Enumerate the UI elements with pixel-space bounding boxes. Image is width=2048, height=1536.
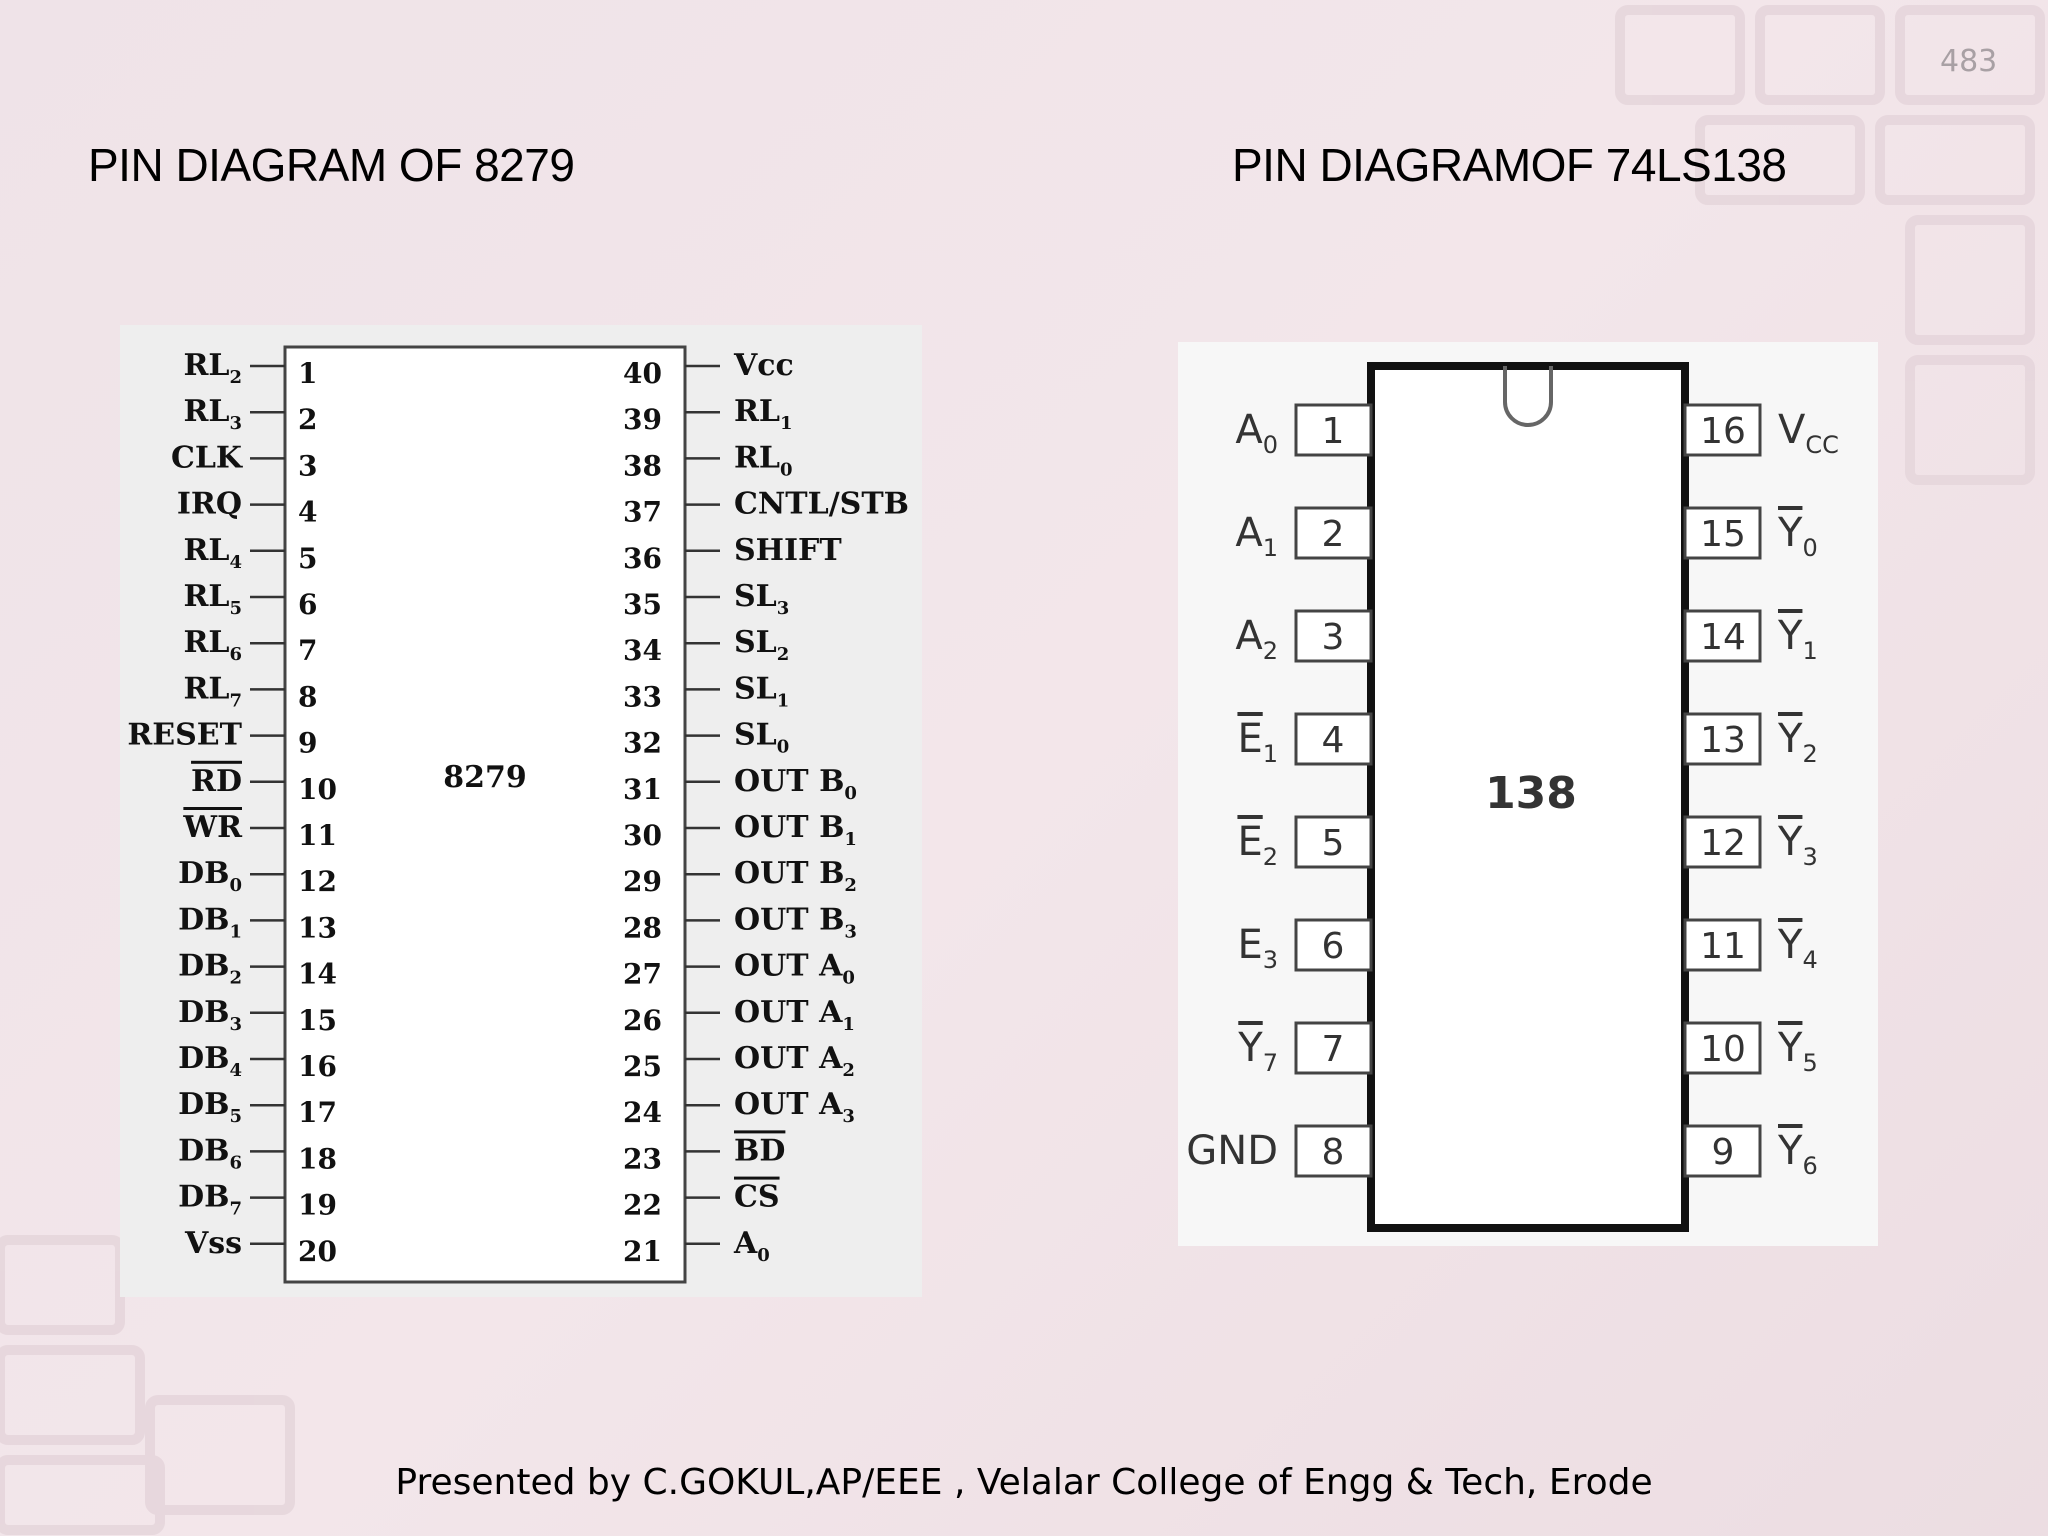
pin-name-label bbox=[734, 533, 842, 568]
pin-subscript: 3 bbox=[229, 413, 242, 435]
pin-number: 12 bbox=[298, 865, 337, 899]
pin-subscript: 2 bbox=[1262, 843, 1278, 871]
pin-subscript: 3 bbox=[1802, 843, 1818, 871]
pin-138-1 bbox=[1235, 405, 1371, 459]
pin-number: 11 bbox=[298, 819, 337, 852]
pin-name: DB bbox=[178, 994, 230, 1030]
pin-subscript: 2 bbox=[229, 367, 242, 388]
title-74ls138: PIN DIAGRAMOF 74LS138 bbox=[1232, 139, 1787, 191]
pin-name-label bbox=[191, 764, 242, 799]
pin-name-label bbox=[178, 1180, 242, 1220]
pin-subscript: 0 bbox=[776, 736, 790, 758]
pin-subscript: 7 bbox=[229, 1198, 242, 1220]
pin-name-label bbox=[1777, 922, 1818, 974]
pin-name: A bbox=[1235, 407, 1263, 453]
pin-name-label bbox=[1237, 922, 1278, 974]
pin-name-label bbox=[1777, 716, 1818, 768]
pin-number: 10 bbox=[298, 772, 337, 806]
pin-name-label bbox=[1777, 819, 1818, 871]
pin-number: 29 bbox=[623, 865, 662, 899]
pin-name-label bbox=[734, 902, 857, 942]
pin-138-10 bbox=[1685, 1023, 1818, 1077]
pin-name-label bbox=[178, 902, 242, 942]
pin-name: V bbox=[1778, 407, 1806, 453]
pin-number: 14 bbox=[298, 957, 337, 991]
pin-subscript: 6 bbox=[1802, 1152, 1818, 1180]
pin-number: 5 bbox=[298, 541, 318, 575]
pin-name-label bbox=[733, 348, 794, 383]
pin-name: A bbox=[1235, 613, 1263, 659]
pin-number: 35 bbox=[623, 588, 662, 621]
pin-subscript: 2 bbox=[844, 875, 857, 897]
pin-name-label bbox=[734, 579, 789, 619]
pin-name-label bbox=[178, 1041, 242, 1081]
pin-name: RL bbox=[183, 625, 230, 661]
pin-number: 6 bbox=[1321, 926, 1345, 967]
pin-subscript: 0 bbox=[842, 967, 855, 989]
pin-name: SL bbox=[734, 717, 777, 753]
pin-number: 2 bbox=[1321, 514, 1345, 555]
pin-name-label bbox=[171, 440, 243, 475]
pin-subscript: 2 bbox=[229, 967, 242, 989]
pin-name: DB bbox=[178, 1041, 230, 1076]
pin-name: RESET bbox=[127, 717, 242, 753]
pin-name: OUT B bbox=[734, 856, 845, 892]
pin-name: Y bbox=[1778, 819, 1803, 865]
pin-name: RL bbox=[183, 579, 230, 614]
pin-subscript: 0 bbox=[1802, 534, 1818, 562]
pin-name-label bbox=[182, 810, 243, 845]
pin-diagram-74ls138 bbox=[1178, 342, 1878, 1246]
pin-name: Y bbox=[1778, 510, 1803, 556]
pin-name: SL bbox=[734, 671, 777, 707]
pin-name-label bbox=[183, 625, 242, 665]
pin-subscript: 1 bbox=[776, 690, 790, 712]
pin-number: 32 bbox=[623, 726, 662, 760]
pin-number: 23 bbox=[623, 1142, 662, 1176]
pin-name: OUT A bbox=[734, 1041, 843, 1076]
pin-number: 4 bbox=[1321, 720, 1345, 761]
pin-subscript: 1 bbox=[1262, 740, 1278, 768]
pin-name-label bbox=[734, 440, 793, 480]
pin-number: 4 bbox=[298, 495, 318, 529]
pin-name: RL bbox=[734, 440, 781, 476]
pin-name-label bbox=[734, 394, 793, 434]
pin-name-label bbox=[178, 1087, 242, 1127]
pin-name-label bbox=[733, 1226, 770, 1266]
pin-name: RL bbox=[183, 532, 230, 568]
pin-subscript: 5 bbox=[229, 598, 242, 619]
pin-name: Y bbox=[1238, 1025, 1263, 1071]
pin-number: 36 bbox=[623, 541, 662, 575]
pin-name-label bbox=[734, 1133, 785, 1168]
pin-number: 16 bbox=[298, 1050, 337, 1083]
pin-number: 20 bbox=[298, 1234, 337, 1268]
pin-number: 30 bbox=[623, 819, 662, 852]
pin-number: 5 bbox=[1321, 823, 1345, 864]
slide-number: 483 bbox=[1940, 44, 1998, 79]
pin-name: OUT B bbox=[734, 810, 845, 845]
pin-number: 7 bbox=[298, 634, 318, 668]
pin-name-label bbox=[178, 995, 242, 1035]
pin-number: 25 bbox=[623, 1050, 662, 1083]
pin-number: 37 bbox=[623, 495, 662, 529]
pin-name-label bbox=[1237, 819, 1278, 871]
pin-subscript: 2 bbox=[842, 1060, 855, 1081]
pin-name-label bbox=[1237, 1025, 1278, 1077]
pin-138-2 bbox=[1235, 508, 1371, 562]
pin-138-14 bbox=[1685, 611, 1818, 665]
pin-subscript: 3 bbox=[776, 598, 790, 619]
pin-name-label bbox=[183, 394, 242, 434]
pin-name: BD bbox=[734, 1133, 786, 1169]
pin-138-11 bbox=[1685, 920, 1818, 974]
pin-138-6 bbox=[1237, 920, 1371, 974]
pin-name-label bbox=[734, 1180, 780, 1215]
pin-name-label bbox=[183, 671, 242, 711]
pin-138-4 bbox=[1237, 714, 1371, 768]
pin-name: Y bbox=[1778, 922, 1803, 968]
pin-number: 21 bbox=[623, 1234, 662, 1268]
pin-name: OUT B bbox=[734, 763, 845, 799]
pin-name: RL bbox=[734, 394, 781, 430]
pin-name-label bbox=[734, 487, 909, 522]
pin-number: 14 bbox=[1700, 617, 1746, 658]
pin-name: OUT A bbox=[734, 948, 843, 984]
pin-name: Y bbox=[1778, 1025, 1803, 1071]
pin-name: DB bbox=[178, 902, 230, 938]
pin-number: 13 bbox=[298, 911, 337, 945]
pin-138-3 bbox=[1235, 611, 1371, 665]
pin-number: 12 bbox=[1700, 823, 1746, 864]
pin-name: OUT B bbox=[734, 902, 845, 938]
pin-diagram-8279-svg bbox=[120, 325, 922, 1297]
pin-subscript: 2 bbox=[1802, 740, 1818, 768]
pin-subscript: 1 bbox=[844, 829, 857, 850]
pin-subscript: 2 bbox=[1262, 637, 1278, 665]
pin-name: SL bbox=[734, 625, 777, 661]
pin-subscript: 7 bbox=[1262, 1049, 1278, 1077]
pin-name: DB bbox=[178, 948, 230, 984]
pin-name: CS bbox=[734, 1179, 780, 1215]
pin-name: DB bbox=[178, 1133, 230, 1169]
pin-name-label bbox=[734, 671, 789, 711]
pin-number: 22 bbox=[623, 1188, 662, 1222]
pin-138-13 bbox=[1685, 714, 1818, 768]
pin-number: 34 bbox=[623, 634, 662, 668]
pin-subscript: 5 bbox=[1802, 1049, 1818, 1077]
pin-number: 24 bbox=[623, 1096, 662, 1130]
pin-name: OUT A bbox=[734, 994, 843, 1030]
pin-name: IRQ bbox=[176, 486, 242, 522]
pin-number: 28 bbox=[623, 911, 662, 945]
pin-name-label bbox=[127, 718, 242, 753]
pin-name-label bbox=[183, 533, 242, 573]
pin-name: A bbox=[1235, 510, 1263, 556]
pin-number: 10 bbox=[1700, 1029, 1746, 1070]
pin-subscript: 0 bbox=[757, 1244, 770, 1266]
pin-name: WR bbox=[183, 810, 242, 845]
pin-name: OUT A bbox=[734, 1087, 843, 1123]
pin-subscript: 4 bbox=[229, 551, 242, 573]
pin-number: 27 bbox=[623, 957, 662, 991]
pin-name-label bbox=[178, 1133, 242, 1173]
pin-diagram-74ls138-svg bbox=[1178, 342, 1878, 1246]
pin-name: RL bbox=[183, 671, 230, 707]
pin-subscript: 1 bbox=[1262, 534, 1278, 562]
pin-subscript: 0 bbox=[780, 459, 793, 481]
pin-number: 26 bbox=[623, 1003, 662, 1037]
pin-name: Y bbox=[1778, 1128, 1803, 1174]
pin-number: 3 bbox=[298, 449, 318, 483]
pin-name: RL bbox=[183, 394, 230, 430]
pin-number: 15 bbox=[1700, 514, 1746, 555]
pin-number: 11 bbox=[1700, 926, 1746, 967]
pin-number: 13 bbox=[1700, 720, 1746, 761]
pin-subscript: 6 bbox=[229, 1152, 242, 1174]
pin-name-label bbox=[734, 764, 857, 804]
pin-name-label bbox=[183, 579, 242, 619]
pin-number: 3 bbox=[1321, 617, 1345, 658]
pin-138-7 bbox=[1237, 1023, 1371, 1077]
pin-name-label bbox=[734, 718, 789, 758]
pin-subscript: 1 bbox=[229, 921, 242, 943]
pin-subscript: 7 bbox=[229, 690, 242, 712]
pin-name-label bbox=[734, 856, 857, 896]
pin-number: 8 bbox=[1321, 1132, 1345, 1173]
pin-subscript: 5 bbox=[229, 1106, 242, 1128]
pin-name: E bbox=[1237, 819, 1263, 865]
pin-name-label bbox=[734, 995, 855, 1035]
pin-subscript: 0 bbox=[844, 782, 857, 804]
pin-name-label bbox=[1777, 1025, 1818, 1077]
pin-subscript: 3 bbox=[229, 1013, 242, 1035]
pin-name: E bbox=[1237, 716, 1263, 762]
pin-number: 2 bbox=[298, 403, 318, 437]
pin-subscript: 6 bbox=[229, 644, 242, 666]
pin-diagram-8279 bbox=[120, 325, 922, 1297]
pin-number: 17 bbox=[298, 1096, 337, 1130]
title-8279: PIN DIAGRAM OF 8279 bbox=[88, 139, 575, 191]
pin-number: 1 bbox=[298, 357, 318, 390]
pin-name: RD bbox=[191, 763, 242, 799]
pin-name-label bbox=[1235, 613, 1278, 665]
pin-name-label bbox=[177, 487, 242, 522]
pin-name-label bbox=[1237, 716, 1278, 768]
pin-name: DB bbox=[178, 1087, 230, 1123]
pin-number: 33 bbox=[623, 680, 662, 714]
pin-name-label bbox=[1186, 1128, 1278, 1174]
pin-number: 7 bbox=[1321, 1029, 1345, 1070]
pin-name: SL bbox=[734, 579, 777, 614]
pin-number: 8 bbox=[298, 680, 318, 714]
pin-name: Y bbox=[1778, 613, 1803, 659]
pin-name-label bbox=[734, 810, 857, 850]
chip-label-8279: 8279 bbox=[443, 760, 527, 795]
pin-subscript: 0 bbox=[229, 875, 242, 897]
pin-name-label bbox=[734, 1087, 855, 1127]
pin-subscript: 1 bbox=[780, 413, 793, 435]
pin-138-16 bbox=[1685, 405, 1839, 459]
pin-subscript: 3 bbox=[842, 1106, 855, 1128]
pin-name: Vcc bbox=[734, 348, 794, 383]
pin-number: 15 bbox=[298, 1003, 337, 1037]
pin-name: Y bbox=[1778, 716, 1803, 762]
pin-138-15 bbox=[1685, 508, 1818, 562]
footer-credit: Presented by C.GOKUL,AP/EEE , Velalar College of Engg & Tech, Erode bbox=[395, 1462, 1653, 1503]
pin-number: 31 bbox=[623, 772, 662, 806]
pin-number: 40 bbox=[623, 357, 662, 390]
pin-number: 16 bbox=[1700, 411, 1746, 452]
pin-138-5 bbox=[1237, 817, 1371, 871]
pin-number: 9 bbox=[1711, 1132, 1735, 1173]
pin-name-label bbox=[734, 949, 855, 989]
pin-number: 39 bbox=[623, 403, 662, 437]
pin-subscript: 1 bbox=[1802, 637, 1818, 665]
pin-138-12 bbox=[1685, 817, 1818, 871]
pin-name-label bbox=[1235, 510, 1278, 562]
pin-subscript: 3 bbox=[1262, 946, 1278, 974]
pin-name-label bbox=[734, 625, 789, 665]
pin-subscript: 3 bbox=[844, 921, 857, 943]
pin-subscript: CC bbox=[1805, 431, 1839, 459]
pin-name-label bbox=[178, 856, 242, 896]
pin-subscript: 2 bbox=[776, 644, 790, 666]
pin-name: CLK bbox=[170, 440, 242, 476]
pin-name: CNTL/STB bbox=[734, 486, 910, 522]
chip-label-74ls138: 138 bbox=[1485, 768, 1577, 819]
pin-name-label bbox=[1235, 407, 1278, 459]
pin-name-label bbox=[1777, 510, 1818, 562]
pin-number: 6 bbox=[298, 588, 318, 621]
pin-subscript: 1 bbox=[842, 1013, 855, 1035]
pin-name-label bbox=[1778, 407, 1839, 459]
pin-name-label bbox=[183, 348, 242, 388]
pin-name: E bbox=[1237, 922, 1263, 968]
pin-number: 38 bbox=[623, 449, 662, 483]
pin-number: 9 bbox=[298, 726, 318, 760]
pin-number: 18 bbox=[298, 1142, 337, 1176]
pin-name-label bbox=[184, 1226, 242, 1261]
pin-name: GND bbox=[1186, 1128, 1278, 1174]
pin-138-8 bbox=[1186, 1126, 1371, 1176]
pin-name: RL bbox=[183, 348, 230, 383]
pin-number: 19 bbox=[298, 1188, 337, 1222]
pin-name: A bbox=[734, 1225, 758, 1261]
pin-number: 1 bbox=[1321, 411, 1345, 452]
pin-subscript: 4 bbox=[229, 1060, 242, 1081]
pin-name-label bbox=[1777, 613, 1818, 665]
pin-subscript: 0 bbox=[1262, 431, 1278, 459]
pin-name: DB bbox=[178, 1179, 230, 1215]
pin-name-label bbox=[178, 949, 242, 989]
pin-name-label bbox=[1777, 1128, 1818, 1180]
pin-138-9 bbox=[1685, 1126, 1818, 1180]
pin-name: DB bbox=[178, 856, 230, 892]
pin-name: SHIFT bbox=[734, 532, 842, 568]
pin-subscript: 4 bbox=[1802, 946, 1818, 974]
pin-name: Vss bbox=[184, 1225, 242, 1261]
pin-name-label bbox=[734, 1041, 855, 1081]
